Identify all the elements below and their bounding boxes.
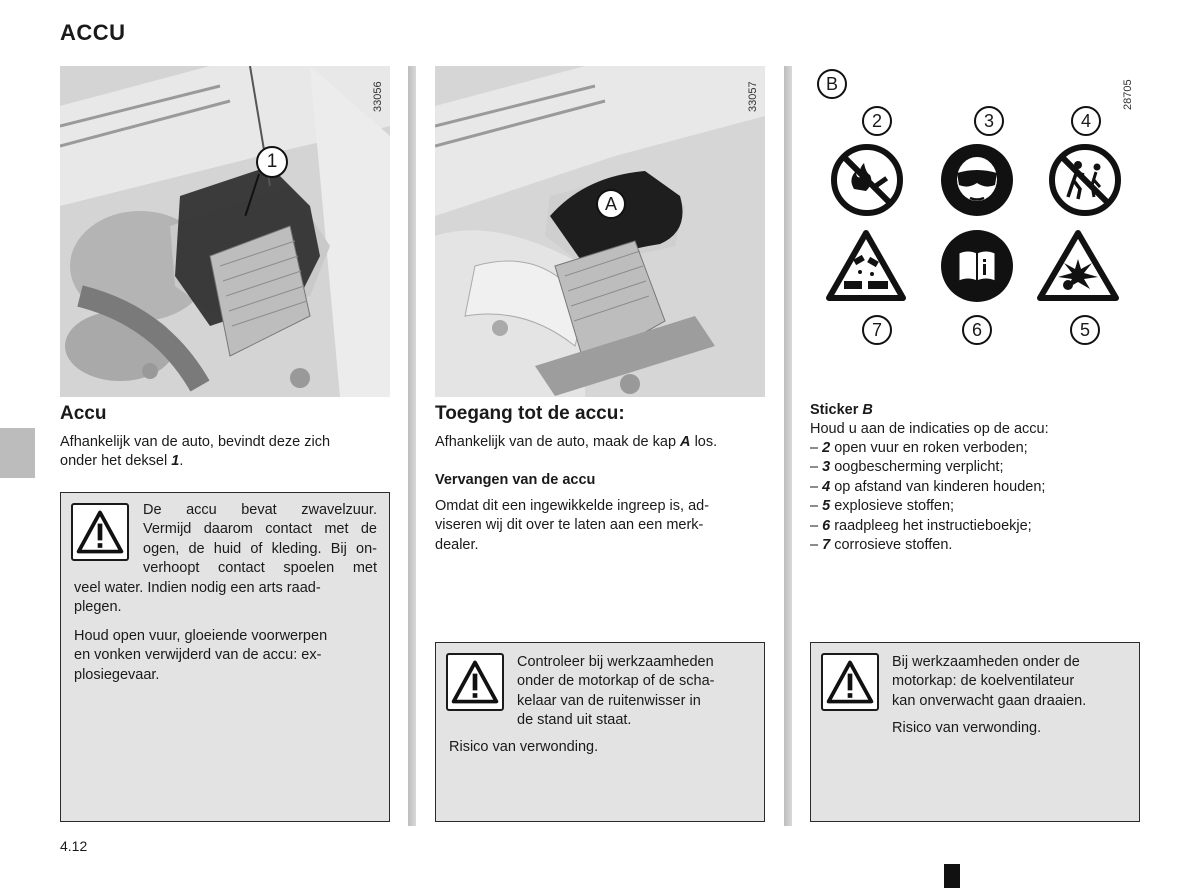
page-number: 4.12 (60, 838, 88, 854)
warning-box: Controleer bij werkzaamheden onder de motorkap of de scha- kelaar van de ruitenwisser in de stand uit staat. Risico van verwonding. (435, 642, 765, 822)
column-separator (784, 66, 792, 826)
page-title: ACCU (60, 20, 126, 45)
symbol-number: 7 (862, 315, 892, 345)
warning-box: De accu bevat zwavelzuur. Vermijd daarom contact met de ogen, de huid of kleding. Bij on- verhoopt contact spoelen met veel water. Indien nodig een arts raad- plegen. Houd open vuur, gloeiende voorwerpen en vonken verwijderd van de accu: ex- plosiegevaar. (60, 492, 390, 822)
warning-triangle-icon (71, 503, 129, 561)
list-item: – 3 oogbescherming verplicht; (810, 459, 1004, 476)
engine-bay-photo (60, 66, 390, 397)
sticker-label: B (817, 69, 847, 99)
warning-box: Bij werkzaamheden onder de motorkap: de koelventilateur kan onverwacht gaan draaien. Risico van verwonding. (810, 642, 1140, 822)
sticker-list (810, 439, 1140, 555)
keep-children-away-icon (1048, 143, 1122, 217)
section-paragraph: Afhankelijk van de auto, bevindt deze zich onder het deksel 1. (60, 434, 331, 470)
column-separator (408, 66, 416, 826)
sticker-title: Sticker B (810, 402, 873, 418)
photo-code: 28705 (1122, 79, 1134, 110)
explosive-icon (1036, 229, 1120, 303)
symbol-number: 6 (962, 315, 992, 345)
section-paragraph: Afhankelijk van de auto, maak de kap A los. (435, 434, 718, 450)
sticker-intro: Houd u aan de indicaties op de accu: (810, 421, 1049, 437)
symbol-number: 4 (1071, 106, 1101, 136)
read-manual-icon (940, 229, 1014, 303)
list-item: – 2 open vuur en roken verboden; (810, 440, 1028, 456)
list-item: – 7 corrosieve stoffen. (810, 537, 953, 554)
list-item: – 5 explosieve stoffen; (810, 498, 955, 515)
callout-a: A (596, 189, 626, 219)
symbol-number: 2 (862, 106, 892, 136)
engine-bay-photo (435, 66, 765, 397)
symbol-number: 3 (974, 106, 1004, 136)
section-heading: Toegang tot de accu: (435, 403, 625, 424)
warning-triangle-icon (446, 653, 504, 711)
chapter-tab (0, 428, 35, 478)
subheading: Vervangen van de accu (435, 472, 596, 488)
section-paragraph: Omdat dit een ingewikkelde ingreep is, ad- viseren wij dit over te laten aan een merk- dealer. (435, 498, 710, 553)
callout-1: 1 (256, 146, 288, 178)
eye-protection-icon (940, 143, 1014, 217)
photo-code: 33057 (747, 81, 759, 112)
corner-mark (944, 864, 960, 888)
section-heading: Accu (60, 403, 107, 424)
no-fire-icon (830, 143, 904, 217)
symbol-number: 5 (1070, 315, 1100, 345)
warning-triangle-icon (821, 653, 879, 711)
list-item: – 4 op afstand van kinderen houden; (810, 478, 1046, 495)
list-item: – 6 raadpleeg het instructieboekje; (810, 517, 1032, 534)
photo-code: 33056 (372, 81, 384, 112)
corrosive-icon (826, 229, 906, 303)
